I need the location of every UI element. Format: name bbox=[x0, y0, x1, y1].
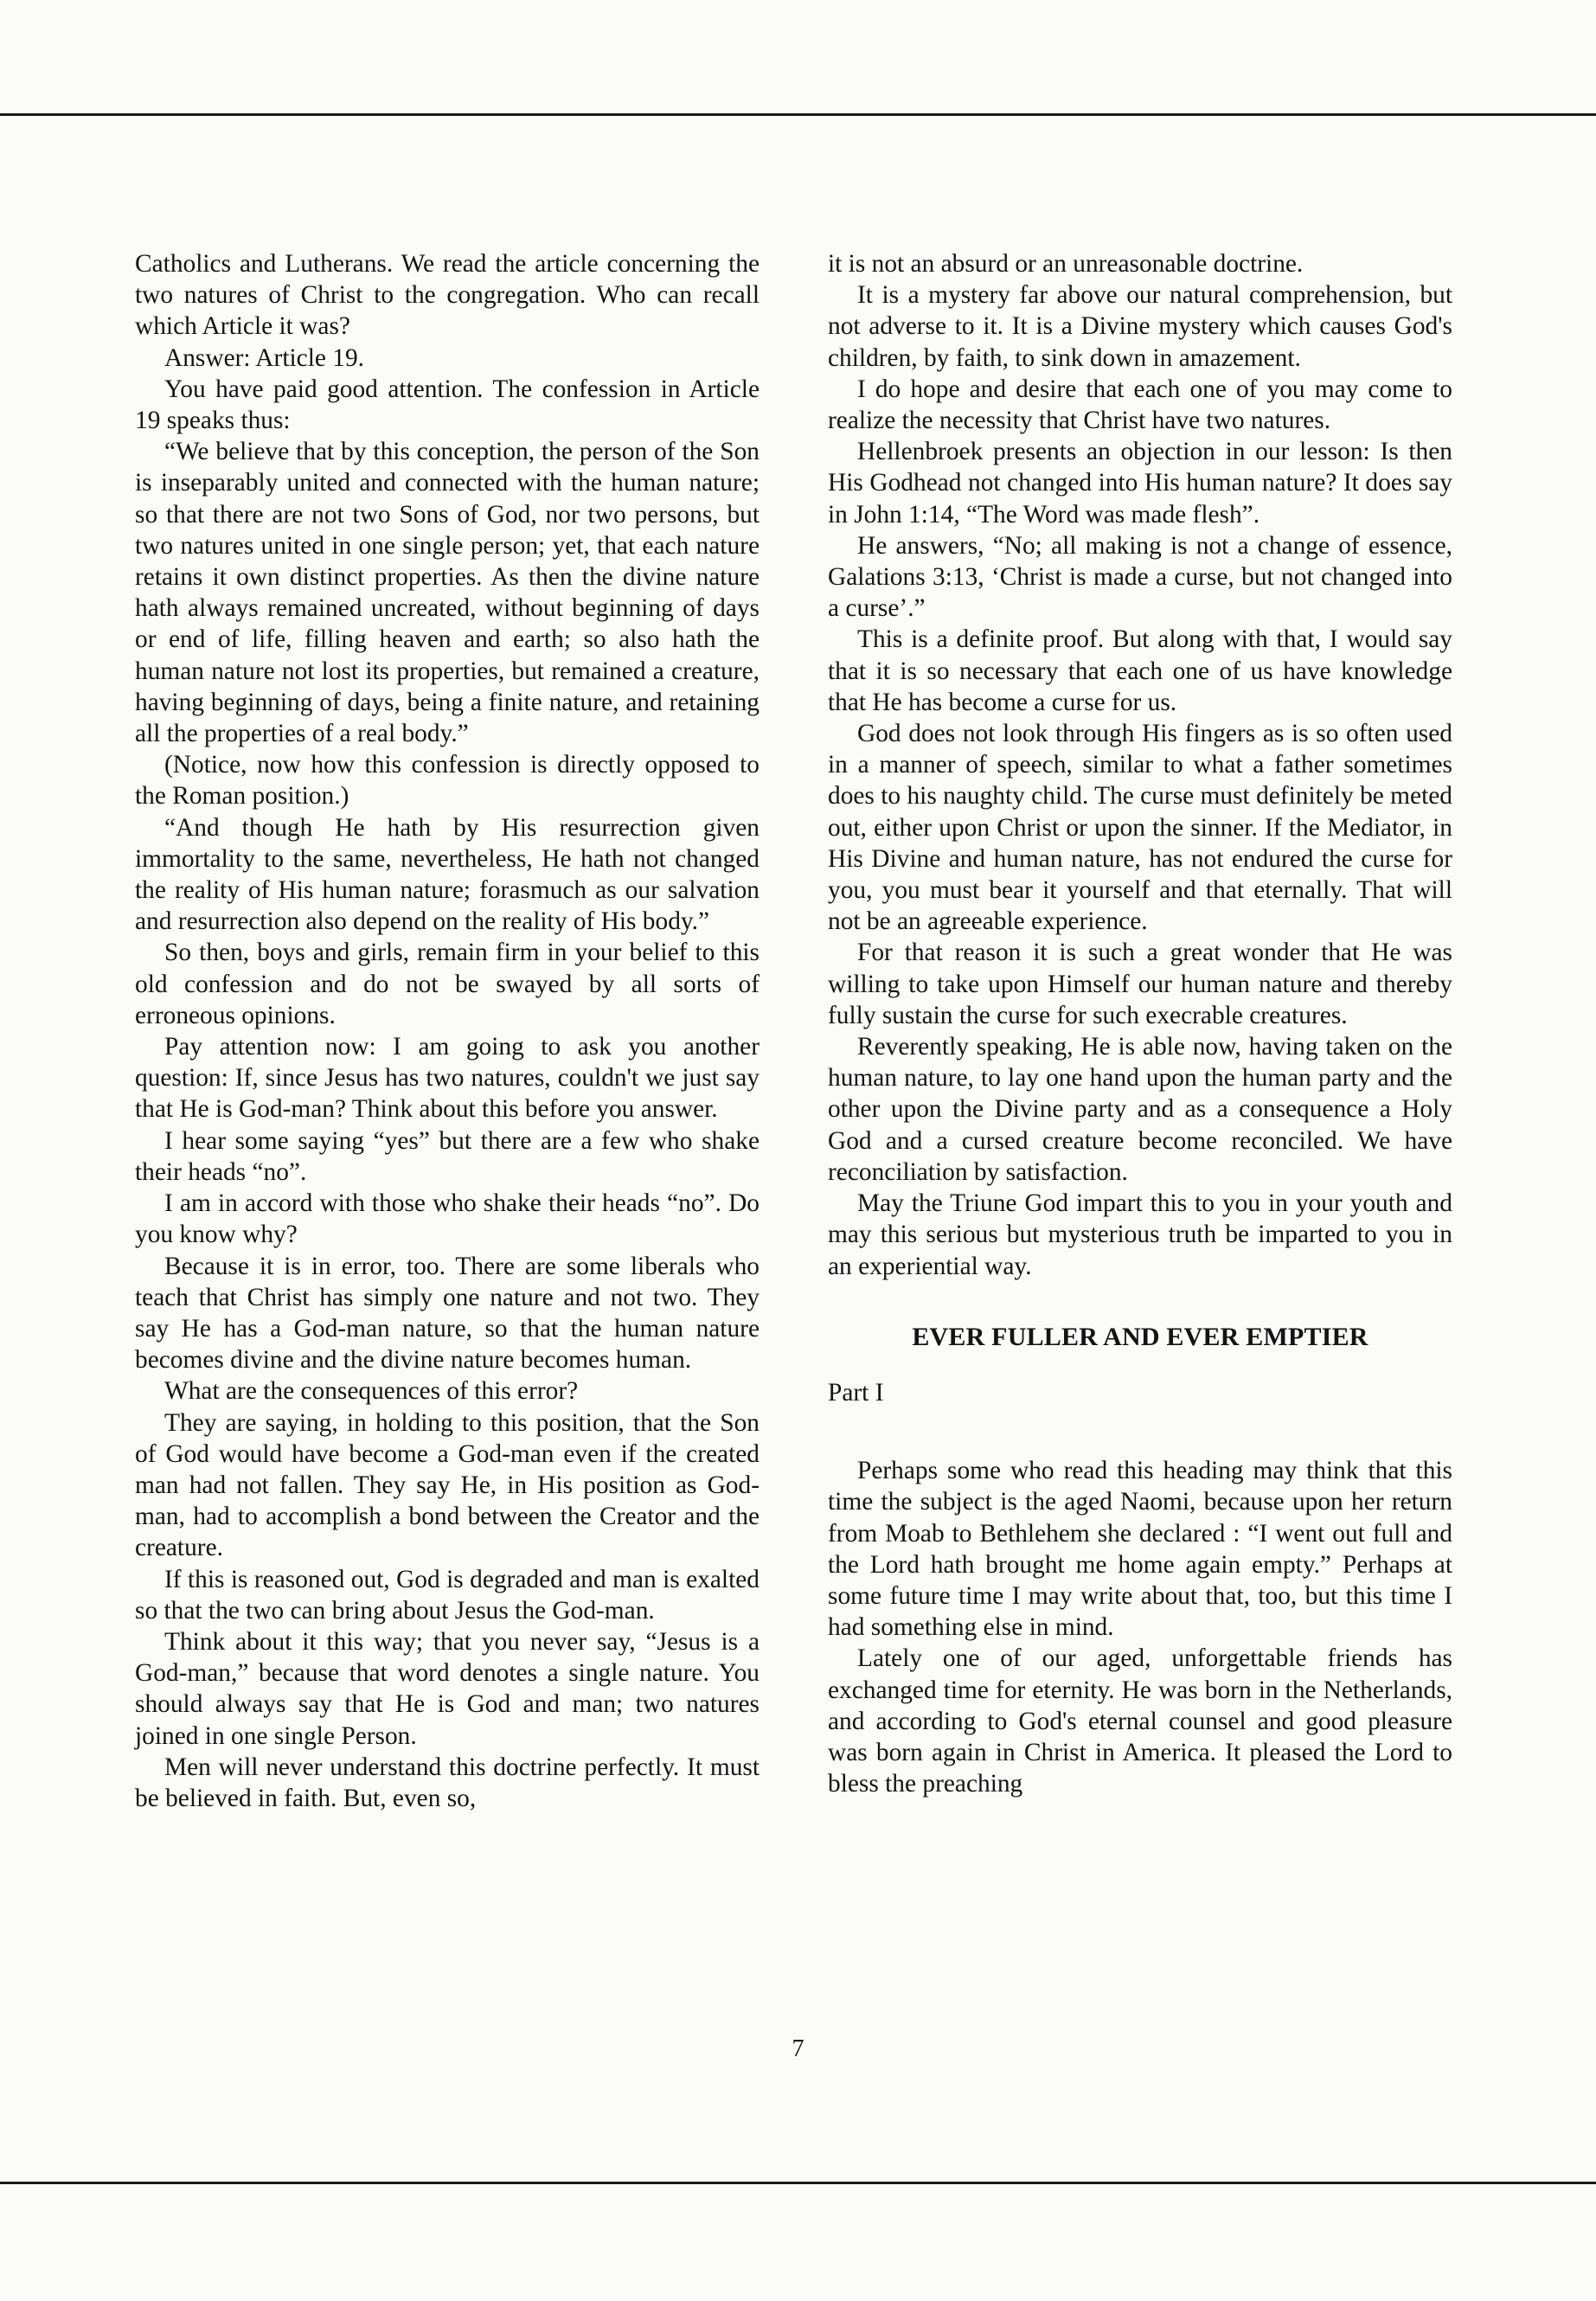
right-column bbox=[828, 248, 1452, 1799]
paragraph: Answer: Article 19. bbox=[164, 343, 364, 372]
paragraph: If this is reasoned out, God is degraded and man is exalted so that the two can bring about Jesus the God-man. bbox=[135, 1565, 760, 1625]
paragraph: I do hope and desire that each one of you may come to realize the necessity that Christ have two natures. bbox=[828, 375, 1452, 435]
paragraph: May the Triune God impart this to you in your youth and may this serious but mysterious truth be imparted to you in an experiential way. bbox=[828, 1189, 1452, 1280]
left-column bbox=[135, 248, 760, 1814]
paragraph: it is not an absurd or an unreasonable doctrine. bbox=[828, 250, 1304, 278]
paragraph: What are the consequences of this error? bbox=[164, 1377, 579, 1406]
paragraph: Reverently speaking, He is able now, having taken on the human nature, to lay one hand upon the human party and the other upon the Divine party and as a consequence a Holy God and a cursed creature become reconciled. We have reconciliation by satisfaction. bbox=[828, 1033, 1452, 1186]
paragraph: I hear some saying “yes” but there are a few who shake their heads “no”. bbox=[135, 1126, 760, 1186]
paragraph: Think about it this way; that you never say, “Jesus is a God-man,” because that word denotes a single nature. You should always say that He is God and man; two natures joined in one single Person. bbox=[135, 1627, 760, 1750]
paragraph: I am in accord with those who shake their heads “no”. Do you know why? bbox=[135, 1189, 760, 1249]
paragraph: Perhaps some who read this heading may think that this time the subject is the aged Naomi, because upon her return from Moab to Bethlehem she declared : “I went out full and the Lord hath brought me home again empty.” Perhaps at some future time I may write about that, too, but this time I had something else in mind. bbox=[828, 1457, 1452, 1642]
section-heading: EVER FULLER AND EVER EMPTIER bbox=[912, 1322, 1368, 1351]
paragraph: For that reason it is such a great wonder that He was willing to take upon Himself our human nature and thereby fully sustain the curse for such execrable creatures. bbox=[828, 939, 1452, 1029]
paragraph: So then, boys and girls, remain firm in your belief to this old confession and do not be swayed by all sorts of erroneous opinions. bbox=[135, 939, 760, 1029]
page-number: 7 bbox=[792, 2035, 804, 2062]
paragraph: Because it is in error, too. There are some liberals who teach that Christ has simply one nature and not two. They say He has a God-man nature, so that the human nature becomes divine and the divine nature becomes human. bbox=[135, 1252, 760, 1375]
bottom-border-rule bbox=[0, 2182, 1596, 2184]
paragraph: Catholics and Lutherans. We read the article concerning the two natures of Christ to the congregation. Who can recall which Article it was? bbox=[135, 250, 760, 341]
paragraph: He answers, “No; all making is not a change of essence, Galations 3:13, ‘Christ is made a curse, but not changed into a curse’.” bbox=[828, 531, 1452, 623]
paragraph: Hellenbroek presents an objection in our lesson: Is then His Godhead not changed into His human nature? It does say in John 1:14, “The Word was made flesh”. bbox=[828, 438, 1452, 529]
paragraph: This is a definite proof. But along with that, I would say that it is so necessary that each one of us have knowledge that He has become a curse for us. bbox=[828, 625, 1452, 716]
paragraph: They are saying, in holding to this position, that the Son of God would have become a God-man even if the created man had not fallen. They say He, in His position as God-man, had to accomplish a bond between the Creator and the creature. bbox=[135, 1408, 760, 1562]
top-border-rule bbox=[0, 113, 1596, 116]
paragraph: It is a mystery far above our natural comprehension, but not adverse to it. It is a Divine mystery which causes God's children, by faith, to sink down in amazement. bbox=[828, 281, 1452, 372]
paragraph: Pay attention now: I am going to ask you another question: If, since Jesus has two natures, couldn't we just say that He is God-man? Think about this before you answer. bbox=[135, 1033, 760, 1124]
section-part-label: Part I bbox=[828, 1378, 884, 1407]
paragraph: (Notice, now how this confession is directly opposed to the Roman position.) bbox=[135, 751, 760, 811]
paragraph: Lately one of our aged, unforgettable friends has exchanged time for eternity. He was born in the Netherlands, and according to God's eternal counsel and good pleasure was born again in Christ in America. It pleased the Lord to bless the preaching bbox=[828, 1644, 1452, 1798]
paragraph: You have paid good attention. The confession in Article 19 speaks thus: bbox=[135, 375, 760, 435]
paragraph: “And though He hath by His resurrection given immortality to the same, nevertheless, He hath not changed the reality of His human nature; forasmuch as our salvation and resurrection also depend on the reality of His body.” bbox=[135, 813, 760, 936]
paragraph: Men will never understand this doctrine perfectly. It must be believed in faith. But, even so, bbox=[135, 1753, 760, 1812]
paragraph: God does not look through His fingers as is so often used in a manner of speech, similar to what a father sometimes does to his naughty child. The curse must definitely be meted out, either upon Christ or upon the sinner. If the Mediator, in His Divine and human nature, has not endured the curse for you, you must bear it yourself and that eternally. That will not be an agreeable experience. bbox=[828, 720, 1452, 936]
paragraph: “We believe that by this conception, the person of the Son is inseparably united and connected with the human nature; so that there are not two Sons of God, nor two persons, but two natures united in one single person; yet, that each nature retains it own distinct properties. As then the divine nature hath always remained uncreated, without beginning of days or end of life, filling heaven and earth; so also hath the human nature not lost its properties, but remained a creature, having beginning of days, being a finite nature, and retaining all the properties of a real body.” bbox=[135, 438, 760, 748]
